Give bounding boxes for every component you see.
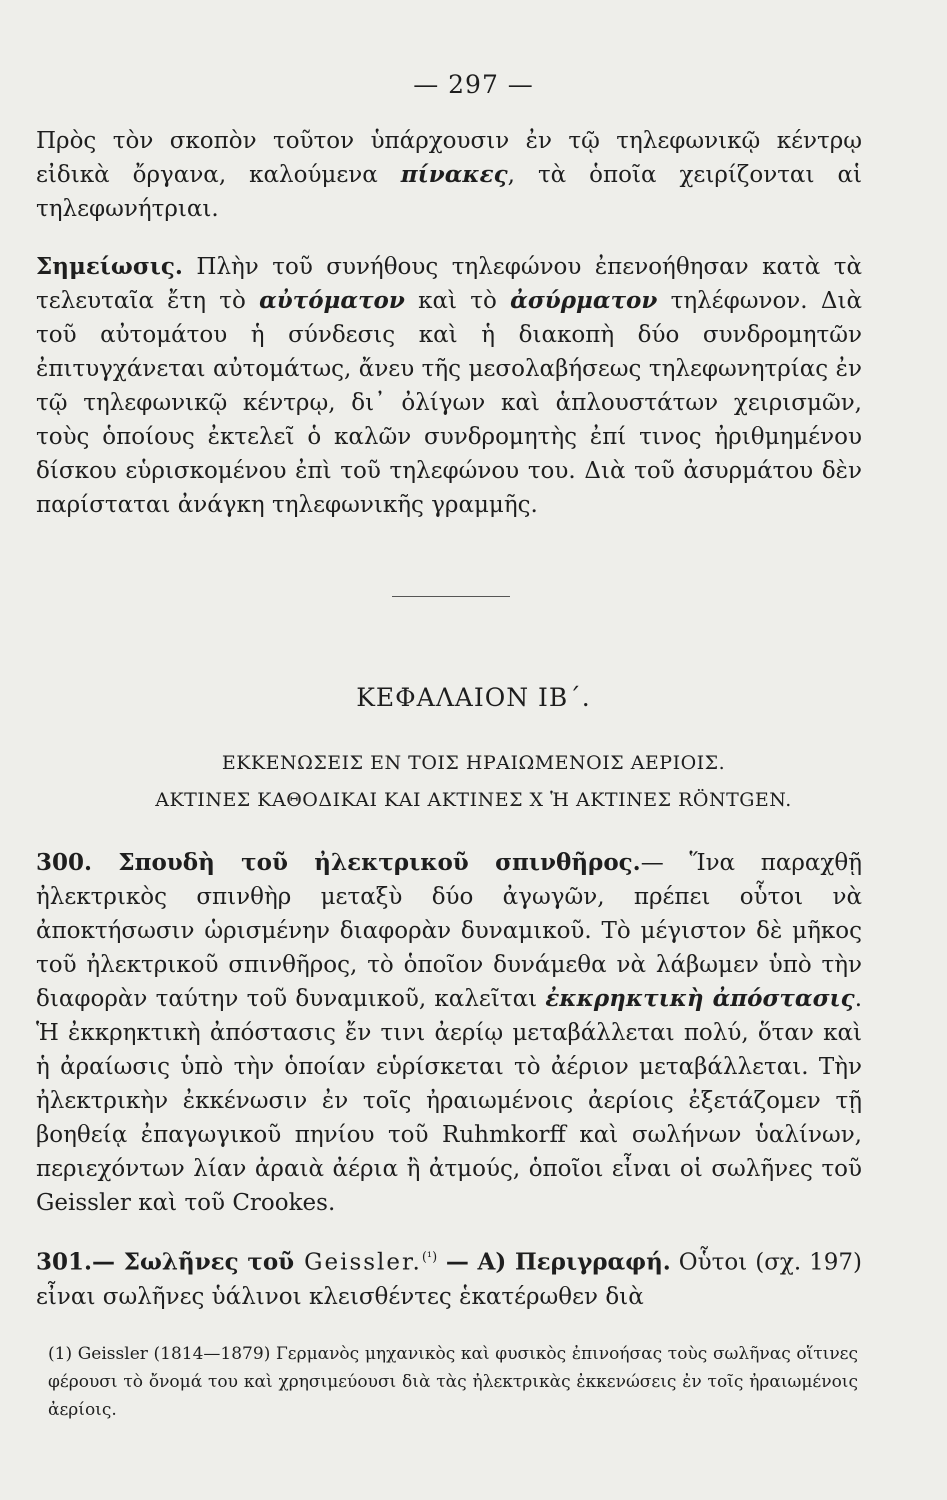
- footnote: (1) Geissler (1814—1879) Γερμανὸς μηχανικὸς καὶ φυσικὸς ἐπινοήσας τοὺς σωλῆνας οἵτινες φέρουσι τὸ ὄνομά του καὶ χρησιμεύουσι διὰ τὰς ἠλεκτρικὰς ἐκκενώσεις ἐν τοῖς ἠραιωμένοις ἀερίοις.: [48, 1344, 858, 1420]
- note-term-automatic: αὐτόματον: [259, 287, 405, 314]
- chapter-title: ΚΕΦΑΛΑΙΟΝ ΙΒ΄.: [356, 683, 591, 712]
- section-300-text-1: — Ἵνα παραχθῇ ἠλεκτρικὸς σπινθὴρ μεταξὺ δύο ἀγωγῶν, πρέπει οὗτοι νὰ ἀποκτήσωσιν ὡρισμένην διαφορὰν δυναμικοῦ. Τὸ μέγιστον δὲ μῆκος τοῦ ἠλεκτρικοῦ σπινθῆρος, τὸ ὁποῖον δυνάμεθα νὰ λάβωμεν ὑπὸ τὴν διαφορὰν ταύτην τοῦ δυναμικοῦ, καλεῖται: [36, 850, 862, 1012]
- intro-paragraph: [36, 124, 862, 226]
- note-paragraph: [36, 250, 862, 522]
- note-text-1: Πλὴν τοῦ συνήθους τηλεφώνου ἐπενοήθησαν κατὰ τὰ τελευταῖα ἔτη τὸ: [36, 254, 862, 314]
- section-300-text-2: . Ἡ ἐκκρηκτικὴ ἀπόστασις ἔν τινι ἀερίῳ μεταβάλλεται πολύ, ὅταν καὶ ἡ ἀραίωσις ὑπὸ τὴν ὁποίαν εὑρίσκεται τὸ ἀέριον μεταβάλλεται. Τὴν ἠλεκτρικὴν ἐκκένωσιν ἐν τοῖς ἠραιωμένοις ἀερίοις ἐξετάζομεν τῇ βοηθείᾳ ἐπαγωγικοῦ πηνίου τοῦ Ruhmkorff καὶ σωλήνων ὑαλίνων, περιεχόντων λίαν ἀραιὰ ἀέρια ἢ ἀτμούς, ὁποῖοι εἶναι οἱ σωλῆνες τοῦ Geissler καὶ τοῦ Crookes.: [36, 986, 863, 1216]
- section-301-heading: 301.— Σωλῆνες τοῦ: [36, 1248, 295, 1276]
- section-300-term: ἐκκρηκτικὴ ἀπόστασις: [545, 985, 855, 1012]
- intro-text-2: , τὰ ὁποῖα χειρίζονται αἱ τηλεφωνήτριαι.: [36, 162, 862, 222]
- note-text-2: καὶ τὸ: [404, 288, 511, 314]
- section-divider: [392, 596, 510, 597]
- note-label: Σημείωσις.: [36, 253, 183, 280]
- footnote-ref: (¹): [421, 1250, 438, 1265]
- chapter-subtitle-1: ΕΚΚΕΝΩΣΕΙΣ ΕΝ ΤΟΙΣ ΗΡΑΙΩΜΕΝΟΙΣ ΑΕΡΙΟΙΣ.: [221, 752, 726, 774]
- intro-term-pinakes: πίνακες: [400, 161, 508, 188]
- note-text-3: τηλέφωνον. Διὰ τοῦ αὐτομάτου ἡ σύνδεσις καὶ ἡ διακοπὴ δύο συνδρομητῶν ἐπιτυγχάνεται αὐτομάτως, ἄνευ τῆς μεσολαβήσεως τηλεφωνητρίας ἐν τῷ τηλεφωνικῷ κέντρῳ, δι᾽ ὀλίγων καὶ ἁπλουστάτων χειρισμῶν, τοὺς ὁποίους ἐκτελεῖ ὁ καλῶν συνδρομητὴς ἐπί τινος ἠριθμημένου δίσκου εὑρισκομένου ἐπὶ τοῦ τηλεφώνου του. Διὰ τοῦ ἀσυρμάτου δὲν παρίσταται ἀνάγκη τηλεφωνικῆς γραμμῆς.: [36, 288, 862, 518]
- page-number: — 297 —: [413, 70, 534, 99]
- section-301-subheading: — Α) Περιγραφή.: [437, 1248, 671, 1276]
- section-300-heading: 300. Σπουδὴ τοῦ ἠλεκτρικοῦ σπινθῆρος.: [36, 849, 641, 876]
- section-301-text-1: Οὗτοι (σχ. 197) εἶναι σωλῆνες ὑάλινοι κλεισθέντες ἑκατέρωθεν διὰ: [36, 1249, 862, 1310]
- section-300-paragraph: [36, 846, 862, 1220]
- section-301-paragraph: [36, 1241, 862, 1314]
- note-term-wireless: ἀσύρματον: [510, 287, 658, 314]
- section-301-name: Geissler.: [294, 1249, 422, 1276]
- intro-text-1: Πρὸς τὸν σκοπὸν τοῦτον ὑπάρχουσιν ἐν τῷ τηλεφωνικῷ κέντρῳ εἰδικὰ ὄργανα, καλούμενα: [36, 128, 862, 188]
- chapter-subtitle-2: ΑΚΤΙΝΕΣ ΚΑΘΟΔΙΚΑΙ ΚΑΙ ΑΚΤΙΝΕΣ Χ Ἡ ΑΚΤΙΝΕΣ RÖNTGEN.: [155, 789, 792, 811]
